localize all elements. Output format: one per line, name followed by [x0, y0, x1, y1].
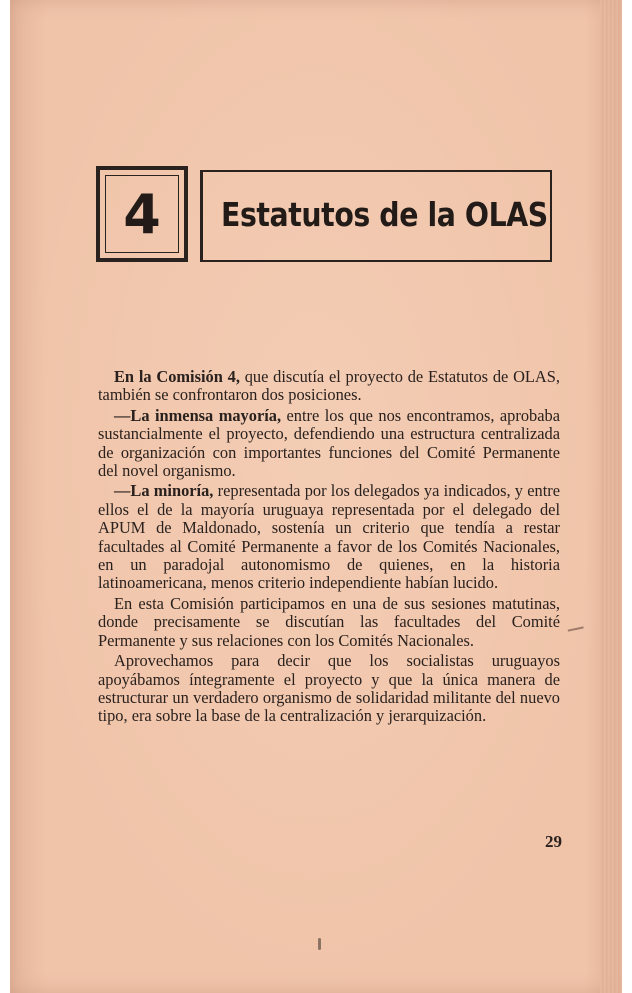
paragraph-lead: —La minoría,: [114, 481, 214, 501]
paragraph-text: que discutía el proyecto de Estatutos de OLAS, también se confrontaron dos posiciones.: [98, 367, 560, 405]
paragraph: [98, 595, 560, 650]
chapter-title-box: [200, 170, 552, 262]
paragraph: [98, 482, 560, 592]
page-number: 29: [545, 832, 562, 851]
body-text: [98, 368, 560, 728]
paragraph-text: En esta Comisión participamos en una de sus sesiones matutinas, donde precisamente se discutían las facultades del Comité Permanente y sus relaciones con los Comités Nacionales.: [98, 593, 560, 650]
pencil-mark: [568, 626, 585, 634]
paragraph-text: Aprovechamos para decir que los socialistas uruguayos apoyábamos íntegramente el proyecto y que la única manera de estructurar un verdadero organismo de solidaridad militante del nuevo tipo, era sobre la base de la centralización y jerarquización.: [98, 651, 560, 726]
chapter-number-box: [96, 166, 188, 262]
paragraph: [98, 652, 560, 726]
chapter-title: Estatutos de la OLAS: [221, 195, 548, 234]
book-page: [10, 0, 622, 993]
chapter-number: 4: [123, 183, 161, 246]
chapter-heading: [96, 166, 554, 268]
paragraph-lead: En la Comisión 4,: [114, 367, 240, 386]
paragraph-text: entre los que nos encontramos, aprobaba sustancialmente el proyecto, defendiendo una estructura centralizada de organización con importantes funciones del Comité Permanente del novel organismo.: [98, 405, 560, 481]
paragraph-text: representada por los delegados ya indicados, y entre ellos el de la mayoría uruguaya representada por el delegado del APUM de Maldonado, sostenía un criterio que tendía a restar facultades al Comité Permanente a favor de los Comités Nacionales, en un paradojal autonomismo de quienes, en la historia latinoamericana, menos criterio independiente habían lucido.: [98, 481, 560, 593]
paragraph: [98, 368, 560, 405]
paragraph-lead: —La inmensa mayoría,: [114, 405, 282, 425]
paragraph: [98, 407, 560, 481]
page-edge: [600, 0, 622, 993]
ink-speck: [318, 938, 321, 950]
